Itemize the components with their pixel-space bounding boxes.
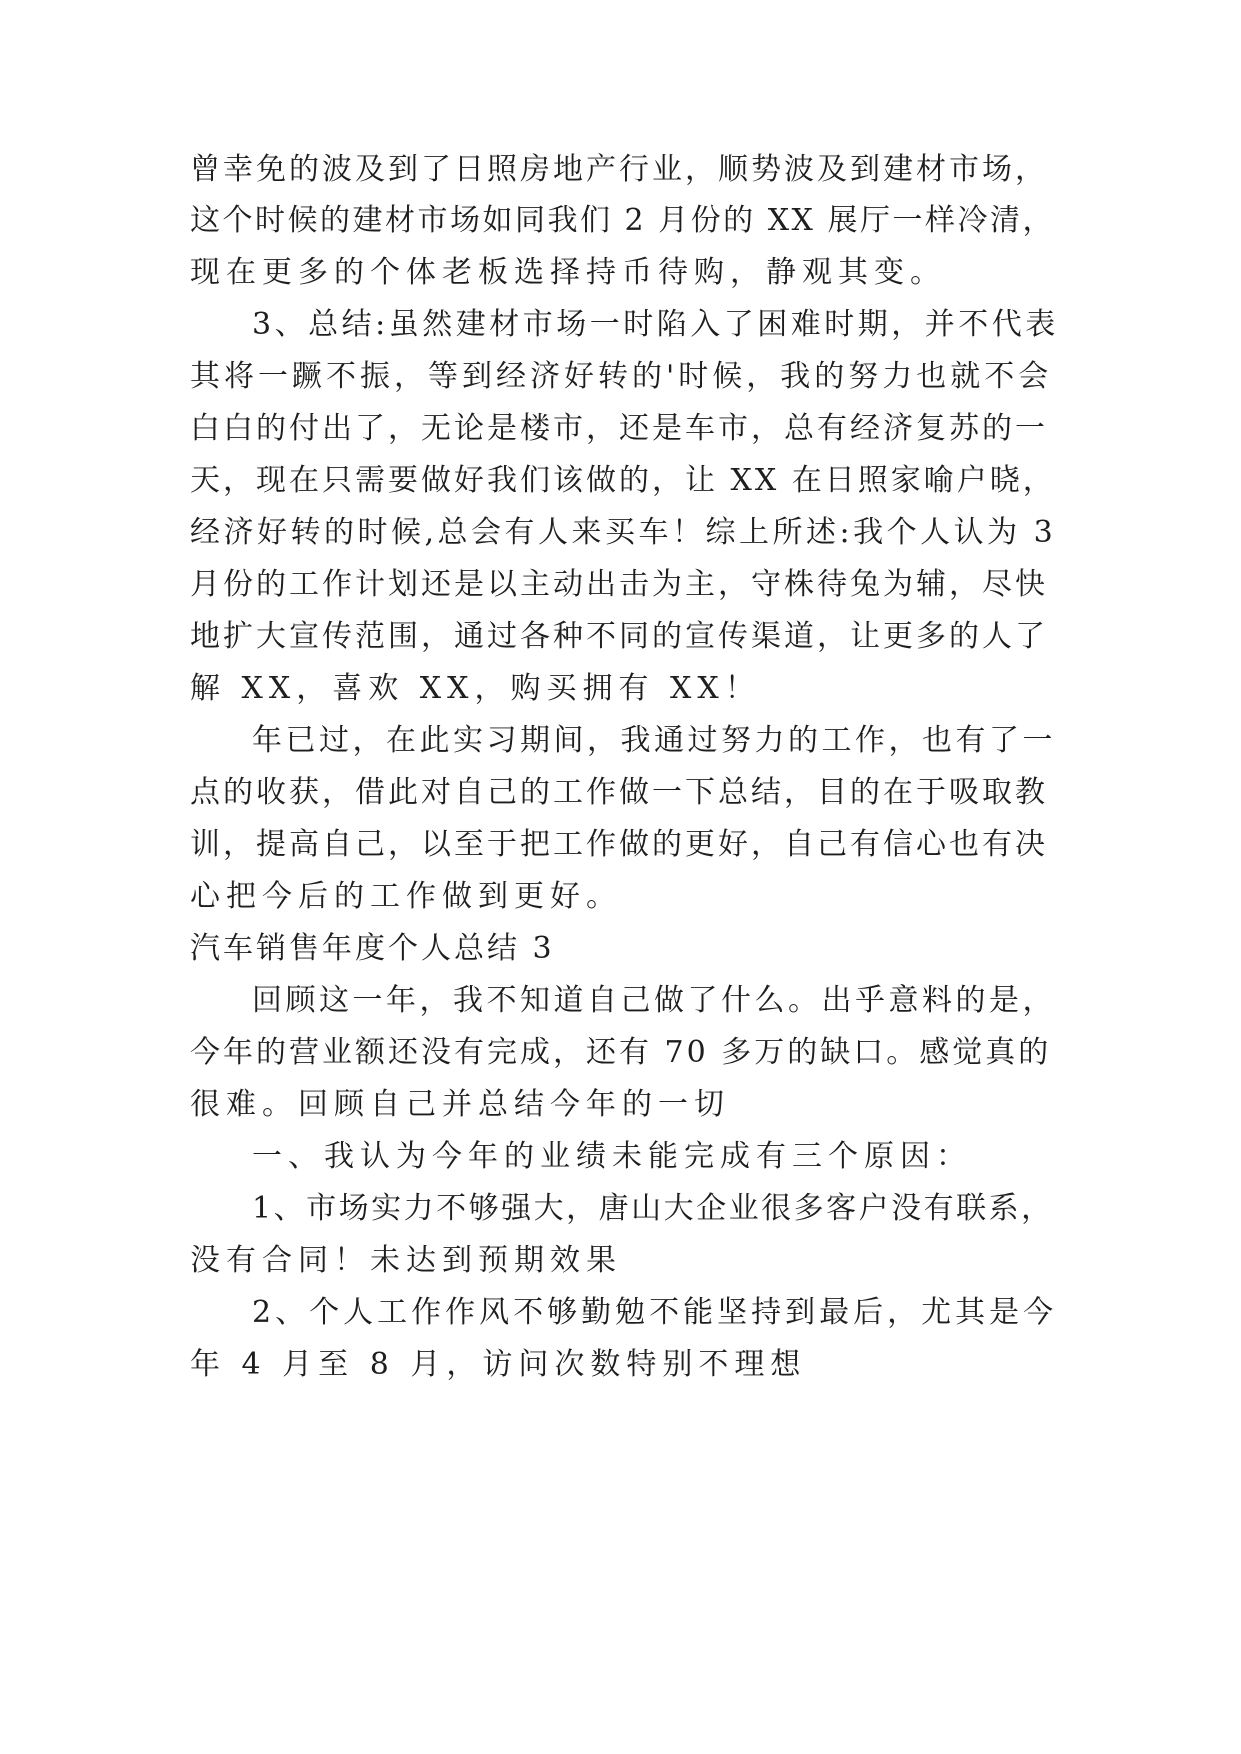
text-line: 很难。回顾自己并总结今年的一切 bbox=[190, 1087, 730, 1122]
text-line: 一、我认为今年的业绩未能完成有三个原因： bbox=[252, 1139, 972, 1174]
text-line: 训，提高自己，以至于把工作做的更好，自己有信心也有决 bbox=[190, 827, 1048, 862]
text-line: 3、总结:虽然建材市场一时陷入了困难时期，并不代表 bbox=[252, 307, 1059, 342]
text-line: 年 4 月至 8 月，访问次数特别不理想 bbox=[190, 1347, 807, 1382]
text-line: 天，现在只需要做好我们该做的，让 XX 在日照家喻户晓， bbox=[190, 463, 1056, 498]
text-line: 月份的工作计划还是以主动出击为主，守株待兔为辅，尽快 bbox=[190, 567, 1048, 602]
text-line: 回顾这一年，我不知道自己做了什么。出乎意料的是， bbox=[252, 983, 1056, 1018]
text-line: 这个时候的建材市场如同我们 2 月份的 XX 展厅一样冷清， bbox=[190, 203, 1055, 238]
text-line: 现在更多的个体老板选择持币待购，静观其变。 bbox=[190, 255, 946, 290]
text-line: 白白的付出了，无论是楼市，还是车市，总有经济复苏的一 bbox=[190, 411, 1048, 446]
text-line: 今年的营业额还没有完成，还有 70 多万的缺口。感觉真的 bbox=[190, 1035, 1052, 1070]
section-heading: 汽车销售年度个人总结 3 bbox=[190, 931, 555, 966]
text-line: 心把今后的工作做到更好。 bbox=[190, 879, 622, 914]
text-line: 年已过，在此实习期间，我通过努力的工作，也有了一 bbox=[252, 723, 1056, 758]
text-line: 经济好转的时候,总会有人来买车！综上所述:我个人认为 3 bbox=[190, 515, 1057, 550]
text-line: 点的收获，借此对自己的工作做一下总结，目的在于吸取教 bbox=[190, 775, 1048, 810]
text-line: 曾幸免的波及到了日照房地产行业，顺势波及到建材市场， bbox=[190, 152, 1048, 187]
text-line: 2、个人工作作风不够勤勉不能坚持到最后，尤其是今 bbox=[252, 1295, 1058, 1330]
text-line: 解 XX，喜欢 XX，购买拥有 XX！ bbox=[190, 671, 761, 706]
text-line: 1、市场实力不够强大，唐山大企业很多客户没有联系， bbox=[252, 1191, 1054, 1226]
text-line: 地扩大宣传范围，通过各种不同的宣传渠道，让更多的人了 bbox=[190, 619, 1048, 654]
text-line: 没有合同！未达到预期效果 bbox=[190, 1243, 622, 1278]
text-line: 其将一蹶不振，等到经济好转的'时候，我的努力也就不会 bbox=[190, 359, 1053, 394]
